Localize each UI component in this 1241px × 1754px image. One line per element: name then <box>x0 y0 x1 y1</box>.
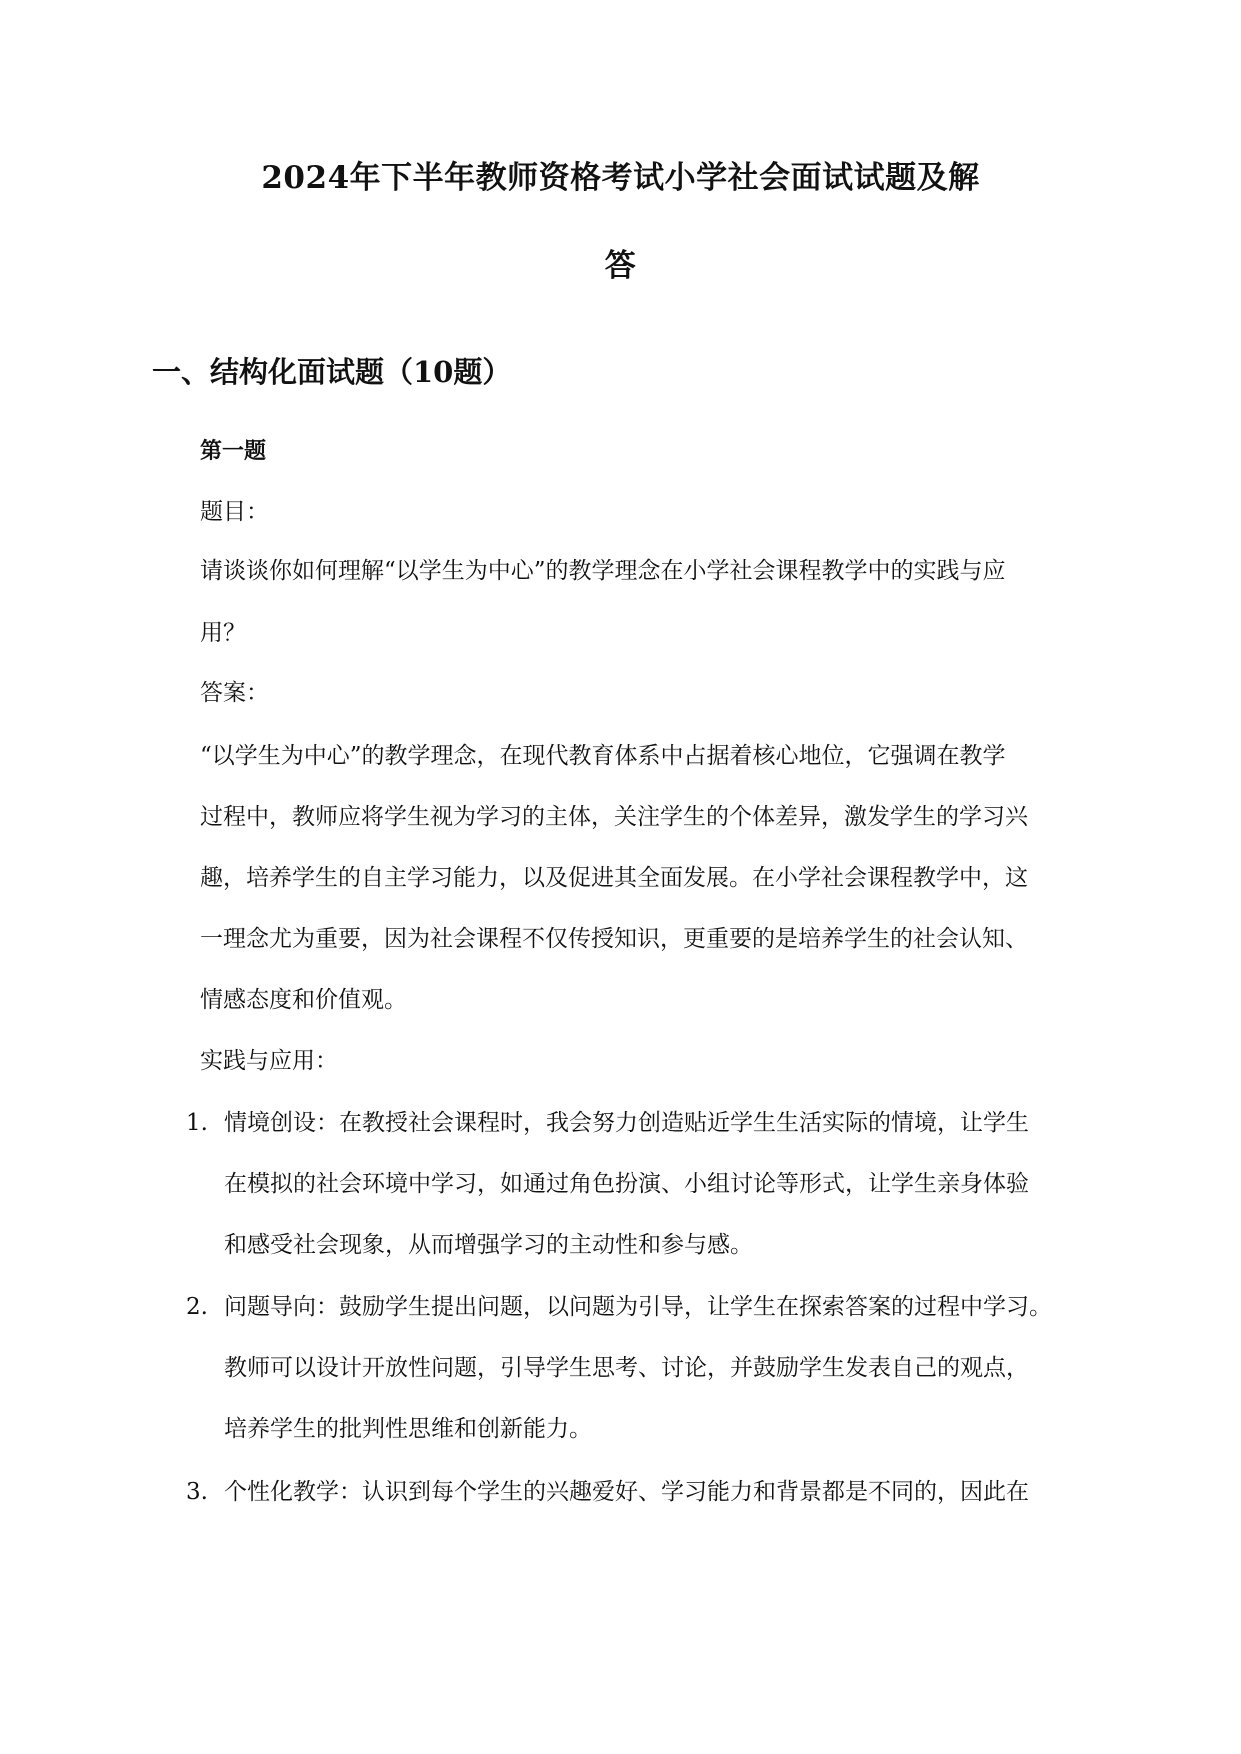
section-heading: 一、结构化面试题（10题） <box>152 355 512 389</box>
list-item-line: 问题导向：鼓励学生提出问题，以问题为引导，让学生在探索答案的过程中学习。 <box>224 1294 1052 1320</box>
list-item-number: 1. <box>186 1110 208 1136</box>
answer-label: 答案： <box>200 680 269 706</box>
list-item-line: 教师可以设计开放性问题，引导学生思考、讨论，并鼓励学生发表自己的观点， <box>224 1355 1029 1381</box>
list-item-number: 2. <box>186 1294 208 1320</box>
question-heading: 第一题 <box>200 438 267 464</box>
list-item-line: 情境创设：在教授社会课程时，我会努力创造贴近学生生活实际的情境，让学生 <box>224 1110 1029 1136</box>
list-item-line: 个性化教学：认识到每个学生的兴趣爱好、学习能力和背景都是不同的，因此在 <box>224 1479 1029 1505</box>
document-title-line-2: 答 <box>604 248 637 284</box>
document-title-line-1: 2024年下半年教师资格考试小学社会面试试题及解 <box>261 160 980 196</box>
answer-paragraph-line: 一理念尤为重要，因为社会课程不仅传授知识，更重要的是培养学生的社会认知、 <box>200 926 1028 952</box>
question-text-line: 用？ <box>200 620 246 646</box>
practice-label: 实践与应用： <box>200 1048 338 1074</box>
answer-paragraph-line: “以学生为中心”的教学理念，在现代教育体系中占据着核心地位，它强调在教学 <box>200 743 1006 769</box>
list-item-line: 和感受社会现象，从而增强学习的主动性和参与感。 <box>224 1232 753 1258</box>
question-label: 题目： <box>200 499 269 525</box>
answer-paragraph-line: 情感态度和价值观。 <box>200 987 407 1013</box>
list-item-line: 在模拟的社会环境中学习，如通过角色扮演、小组讨论等形式，让学生亲身体验 <box>224 1171 1029 1197</box>
list-item-line: 培养学生的批判性思维和创新能力。 <box>224 1416 592 1442</box>
answer-paragraph-line: 过程中，教师应将学生视为学习的主体，关注学生的个体差异，激发学生的学习兴 <box>200 804 1028 830</box>
question-text-line: 请谈谈你如何理解“以学生为中心”的教学理念在小学社会课程教学中的实践与应 <box>200 558 1006 584</box>
list-item-number: 3. <box>186 1479 208 1505</box>
answer-paragraph-line: 趣，培养学生的自主学习能力，以及促进其全面发展。在小学社会课程教学中，这 <box>200 865 1028 891</box>
